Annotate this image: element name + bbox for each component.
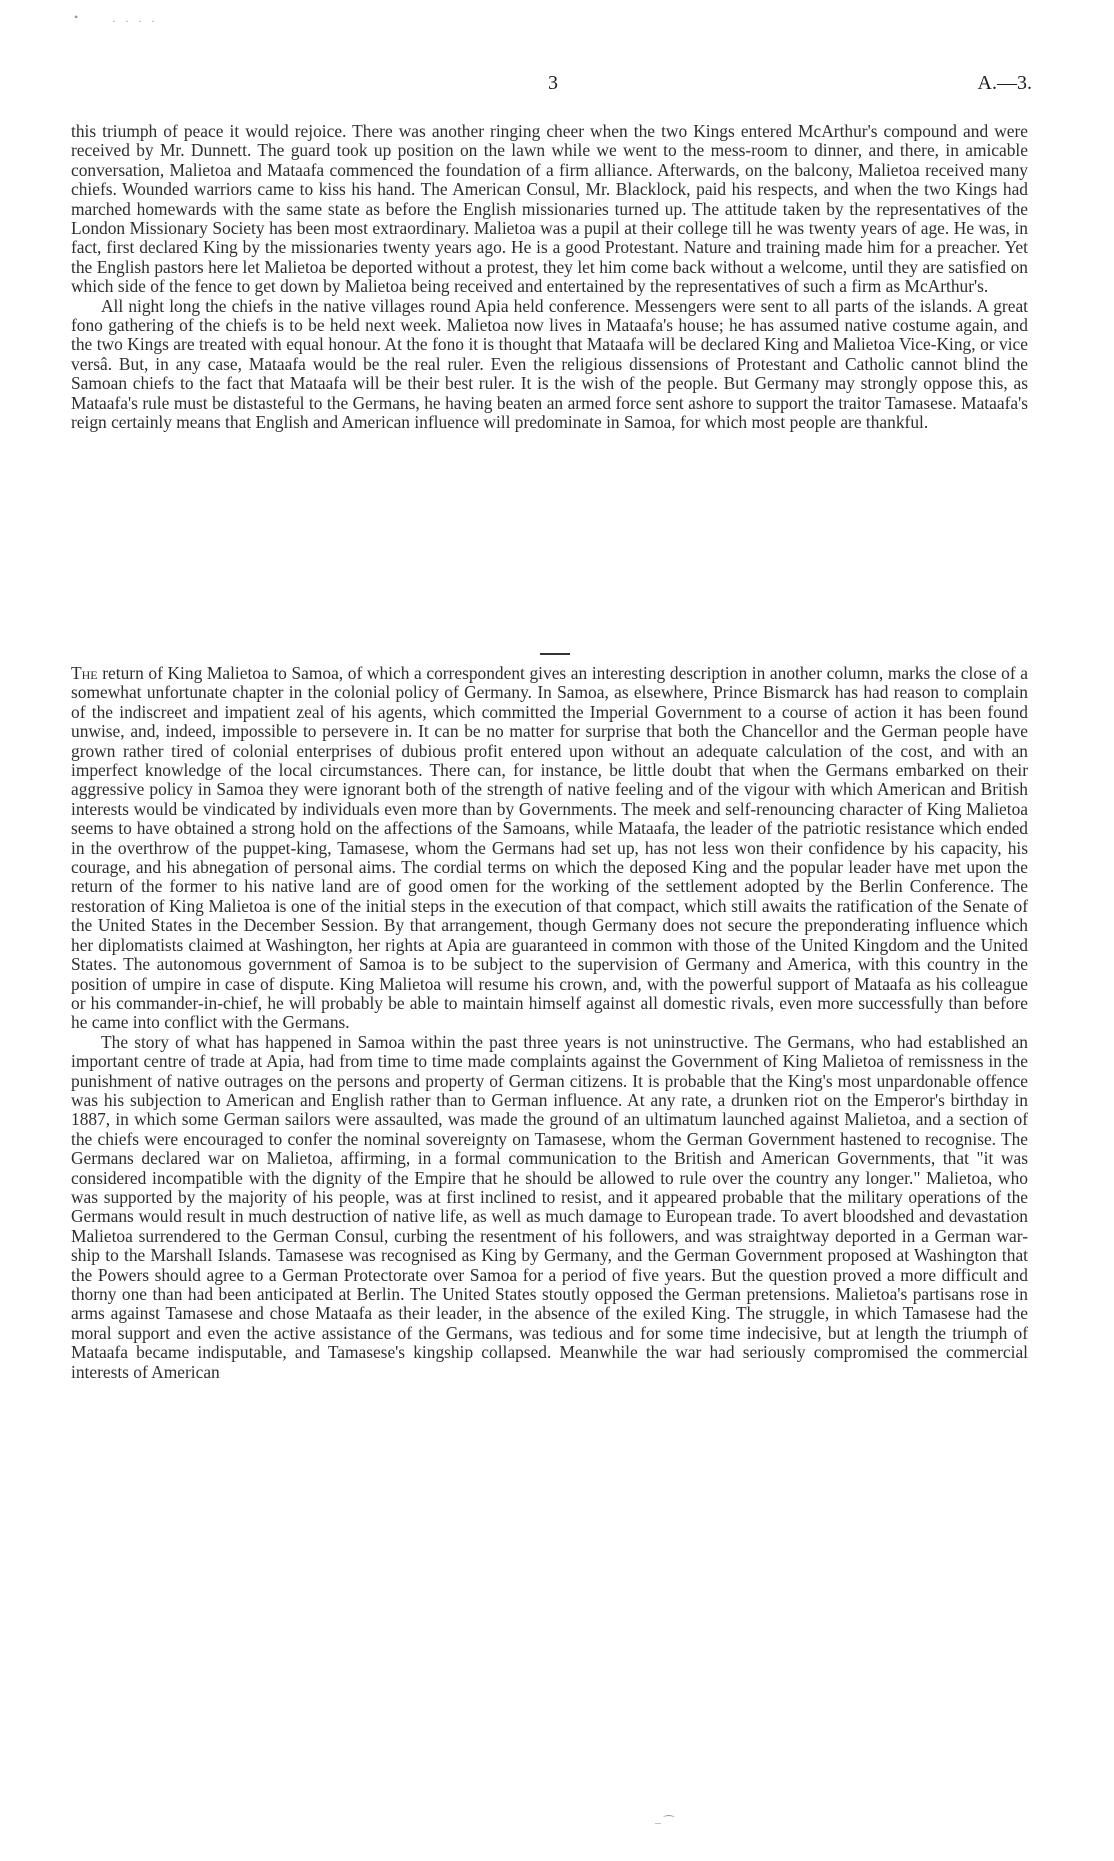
editorial-lead-word: The: [71, 663, 98, 683]
correspondent-report: [71, 122, 1028, 433]
editorial-paragraph-1: [71, 664, 1028, 1033]
page-number: 3: [548, 72, 558, 94]
page-header: [0, 72, 1114, 102]
editorial-paragraph-1-text: return of King Malietoa to Samoa, of which a correspondent gives an interesting description in another column, marks the close of a somewhat unfortunate chapter in the colonial policy of Germany. In Samoa, as elsewhere, Prince Bismarck has had reason to complain of the indiscreet and impatient zeal of his agents, which committed the Imperial Government to a course of action it has been found unwise, and, indeed, impossible to persevere in. It can be no matter for surprise that both the Chancellor and the German people have grown rather tired of colonial enterprises of dubious profit entered upon without an adequate calculation of the cost, and with an imperfect knowledge of the local circumstances. There can, for instance, be little doubt that when the Germans embarked on their aggressive policy in Samoa they were ignorant both of the strength of native feeling and of the vigour with which American and British interests would be vindicated by individuals even more than by Governments. The meek and self-renouncing character of King Malietoa seems to have obtained a strong hold on the affections of the Samoans, while Mataafa, the leader of the patriotic resistance which ended in the overthrow of the puppet-king, Tamasese, whom the Germans had set up, has not less won their confidence by his capacity, his courage, and his abnegation of personal aims. The cordial terms on which the deposed King and the popular leader have met upon the return of the former to his native land are of good omen for the working of the settlement adopted by the Berlin Conference. The restoration of King Malietoa is one of the initial steps in the execution of that compact, which still awaits the ratification of the Senate of the United States in the December Session. By that arrangement, though Germany does not secure the preponderating influence which her diplomatists claimed at Washington, her rights at Apia are guaranteed in common with those of the United Kingdom and the United States. The autonomous government of Samoa is to be subject to the supervision of Germany and America, with this country in the position of umpire in case of dispute. King Malietoa will resume his crown, and, with the powerful support of Mataafa as his colleague or his commander-in-chief, he will probably be able to maintain himself against all domestic rivals, even more successfully than before he came into conflict with the Germans.: [71, 663, 1028, 1033]
editorial-article: [71, 664, 1028, 1382]
document-reference: A.—3.: [977, 72, 1032, 94]
section-divider: [540, 653, 570, 655]
report-paragraph-2: All night long the chiefs in the native villages round Apia held conference. Messengers were sent to all parts of the islands. A great fono gathering of the chiefs is to be held next week. Malietoa now lives in Mataafa's house; he has assumed native costume again, and the two Kings are treated with equal honour. At the fono it is thought that Mataafa will be declared King and Malietoa Vice-King, or vice versâ. But, in any case, Mataafa would be the real ruler. Even the religious dissensions of Protestant and Catholic cannot blind the Samoan chiefs to the fact that Mataafa will be their best ruler. It is the wish of the people. But Germany may strongly oppose this, as Mataafa's rule must be distasteful to the Germans, he having beaten an armed force sent ashore to support the traitor Tamasese. Mataafa's reign certainly means that English and American influence will predominate in Samoa, for which most people are thankful.: [71, 295, 1028, 433]
scan-speck-mark: •: [74, 10, 79, 24]
scan-speck-mark: – ⁀: [655, 1815, 674, 1829]
scan-speck-mark: · · · ·: [112, 14, 158, 28]
report-paragraph-1: this triumph of peace it would rejoice. There was another ringing cheer when the two Kings entered McArthur's compound and were received by Mr. Dunnett. The guard took up position on the lawn while we went to the mess-room to dinner, and there, in amicable conversation, Malietoa and Mataafa commenced the foundation of a firm alliance. Afterwards, on the balcony, Malietoa received many chiefs. Wounded warriors came to kiss his hand. The American Consul, Mr. Blacklock, paid his respects, and when the two Kings had marched homewards with the same state as before the English missionaries turned up. The attitude taken by the representatives of the London Missionary Society has been most extraordinary. Malietoa was a pupil at their college till he was twenty years of age. He was, in fact, first declared King by the missionaries twenty years ago. He is a good Protestant. Nature and training made him for a preacher. Yet the English pastors here let Malietoa be deported without a protest, they let him come back without a welcome, until they are satisfied on which side of the fence to get down by Malietoa being received and entertained by the representatives of such a firm as McArthur's.: [71, 121, 1028, 297]
editorial-paragraph-2: The story of what has happened in Samoa within the past three years is not uninstructive. The Germans, who had established an important centre of trade at Apia, had from time to time made complaints against the Government of King Malietoa of remissness in the punishment of native outrages on the persons and property of German citizens. It is probable that the King's most unpardonable offence was his subjection to American and English rather than to German influence. At any rate, a drunken riot on the Emperor's birthday in 1887, in which some German sailors were assaulted, was made the ground of an ultimatum launched against Malietoa, and a section of the chiefs were encouraged to confer the nominal sovereignty on Tamasese, whom the German Government hastened to recognise. The Germans declared war on Malietoa, affirming, in a formal communication to the British and American Governments, that "it was considered incompatible with the dignity of the Empire that he should be allowed to rule over the country any longer." Malietoa, who was supported by the majority of his people, was at first inclined to resist, and it appeared probable that the military operations of the Germans would result in much destruction of native life, as well as much damage to European trade. To avert bloodshed and devastation Malietoa surrendered to the German Consul, curbing the resentment of his followers, and was straightway deported in a German war-ship to the Marshall Islands. Tamasese was recognised as King by Germany, and the German Government proposed at Washington that the Powers should agree to a German Protectorate over Samoa for a period of five years. But the question proved a more difficult and thorny one than had been anticipated at Berlin. The United States stoutly opposed the German pretensions. Malietoa's partisans rose in arms against Tamasese and chose Mataafa as their leader, in the absence of the exiled King. The struggle, in which Tamasese had the moral support and even the active assistance of the Germans, was tedious and for some time indecisive, but at length the triumph of Mataafa became indisputable, and Tamasese's kingship collapsed. Meanwhile the war had seriously compromised the commercial interests of American: [71, 1031, 1028, 1382]
